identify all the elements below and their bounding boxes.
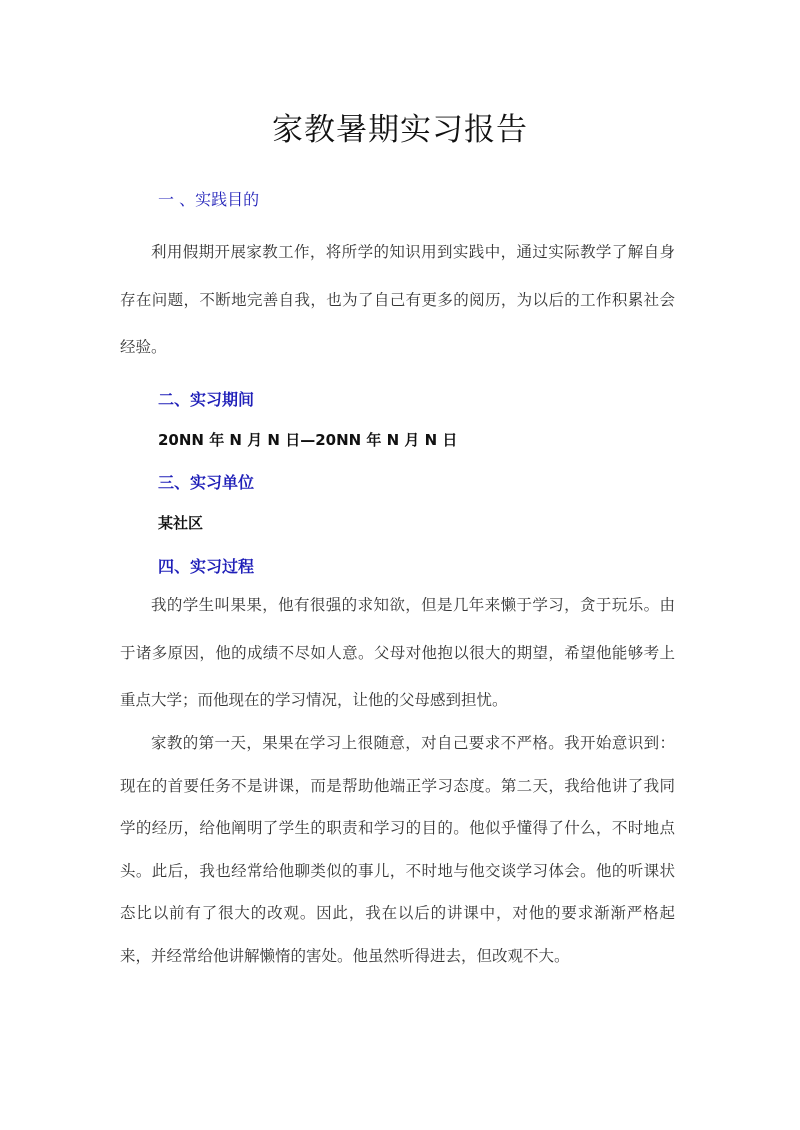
section-heading-unit: 三、实习单位 <box>158 473 255 492</box>
internship-period-value: 20NN 年 N 月 N 日—20NN 年 N 月 N 日 <box>158 431 458 449</box>
section-heading-period: 二、实习期间 <box>158 390 255 409</box>
document-title: 家教暑期实习报告 <box>272 112 528 148</box>
purpose-paragraph: 利用假期开展家教工作，将所学的知识用到实践中，通过实际教学了解自身存在问题，不断地完善自我，也为了自己有更多的阅历，为以后的工作积累社会经验。 <box>120 243 675 356</box>
process-paragraph-1: 我的学生叫果果，他有很强的求知欲，但是几年来懒于学习，贪于玩乐。由于诸多原因，他的成绩不尽如人意。父母对他抱以很大的期望，希望他能够考上重点大学；而他现在的学习情况，让他的父母感到担忧。 <box>120 596 675 709</box>
section-heading-process: 四、实习过程 <box>158 557 255 576</box>
section-heading-purpose: 一 、实践目的 <box>158 190 260 209</box>
internship-unit-value: 某社区 <box>158 514 204 532</box>
process-paragraph-2: 家教的第一天，果果在学习上很随意，对自己要求不严格。我开始意识到：现在的首要任务不是讲课，而是帮助他端正学习态度。第二天，我给他讲了我同学的经历，给他阐明了学生的职责和学习的目的。他似乎懂得了什么，不时地点头。此后，我也经常给他聊类似的事儿，不时地与他交谈学习体会。他的听课状态比以前有了很大的改观。因此，我在以后的讲课中，对他的要求渐渐严格起来，并经常给他讲解懒惰的害处。他虽然听得进去，但改观不大。 <box>120 734 675 965</box>
